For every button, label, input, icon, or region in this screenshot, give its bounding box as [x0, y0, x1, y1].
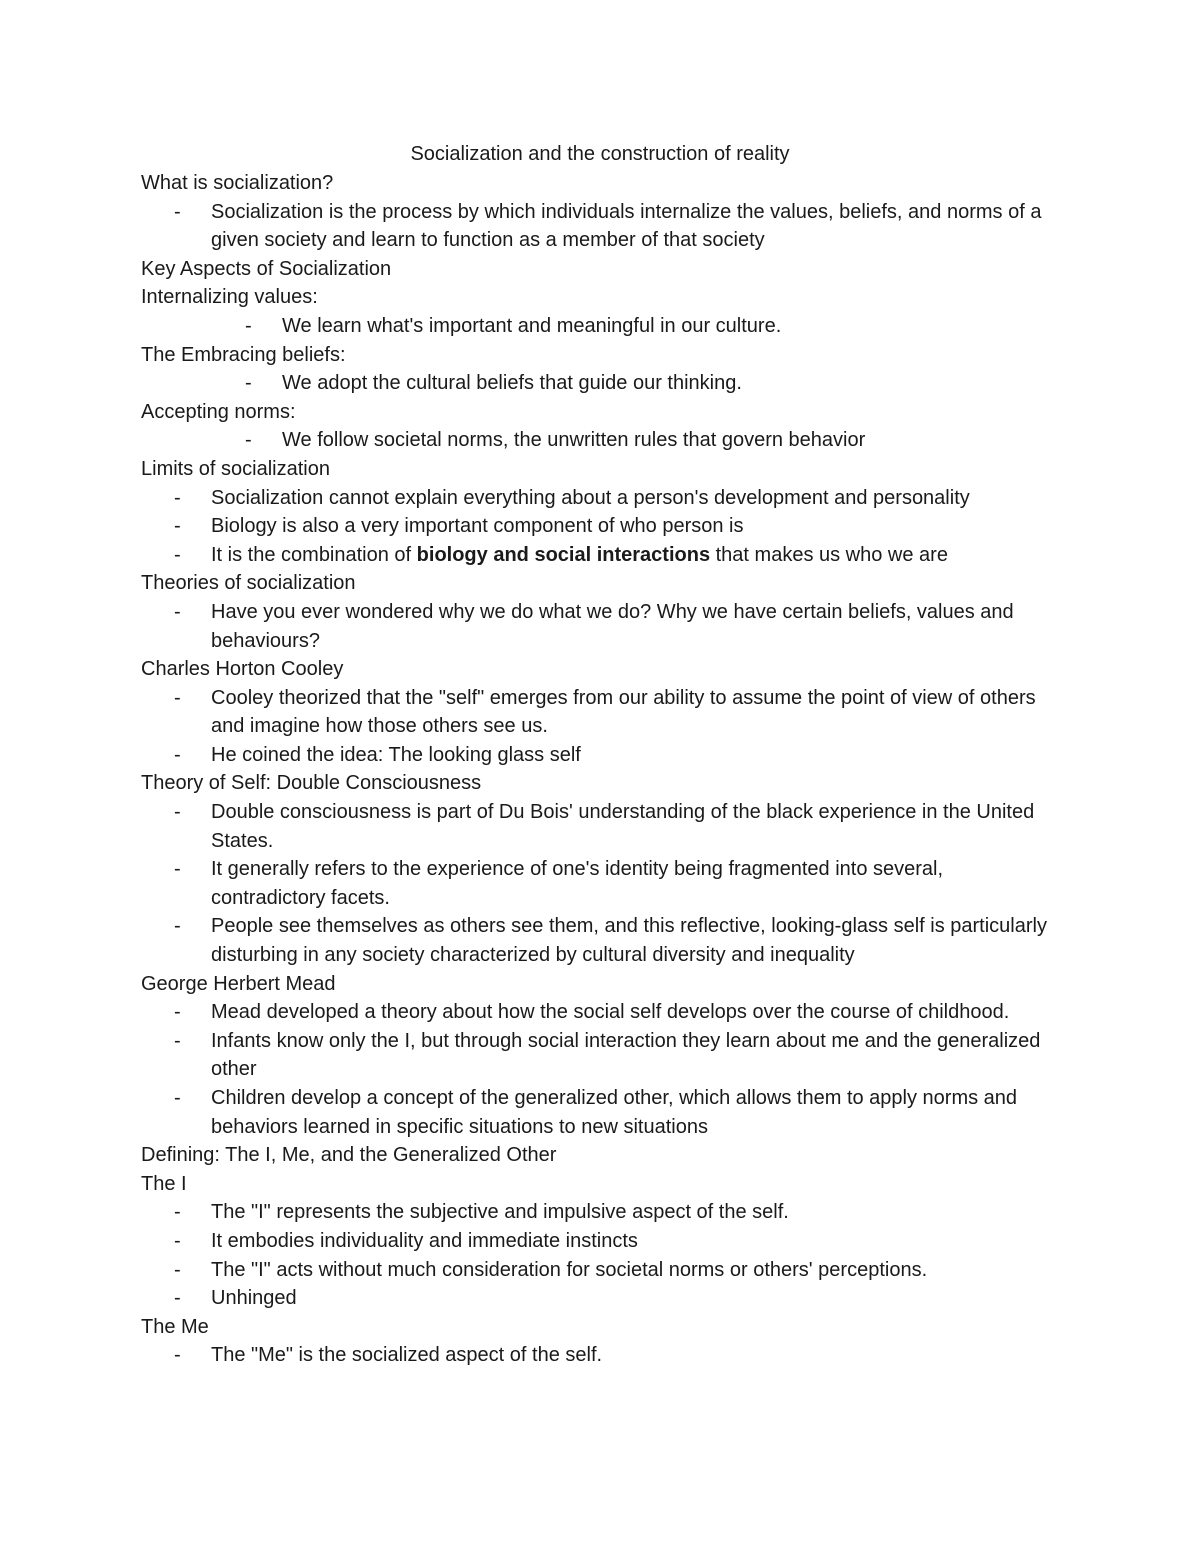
bullet-dash: - [174, 1201, 181, 1224]
bullet-item [141, 512, 1061, 541]
bullet-item [141, 1256, 1061, 1285]
bullet-text: The "Me" is the socialized aspect of the self. [211, 1344, 603, 1367]
sub-bullet-item [141, 312, 1061, 341]
bullet-text: Children develop a concept of the generalized other, which allows them to apply norms and behaviors learned in specific situations to new situations [211, 1087, 1018, 1138]
bullet-dash: - [174, 486, 181, 509]
section-heading: Limits of socialization [141, 457, 330, 480]
bullet-item [141, 855, 1061, 912]
bullet-text: The "I" represents the subjective and impulsive aspect of the self. [211, 1201, 789, 1224]
bullet-dash: - [174, 1344, 181, 1367]
bullet-text: Have you ever wondered why we do what we do? Why we have certain beliefs, values and behaviours? [211, 600, 1014, 652]
section-heading: What is socialization? [141, 172, 334, 194]
bullet-item [141, 741, 1061, 770]
document-body [141, 169, 1061, 1370]
section-heading: Theory of Self: Double Consciousness [141, 772, 482, 795]
bullet-text: that makes us who we are [710, 543, 948, 566]
bullet-dash: - [174, 1029, 181, 1052]
bullet-text: It generally refers to the experience of one's identity being fragmented into several, contradictory facets. [211, 858, 944, 909]
bold-text: biology and social interactions [416, 543, 711, 566]
bullet-text: Biology is also a very important component of who person is [211, 515, 744, 538]
bullet-dash: - [174, 1001, 181, 1024]
bullet-dash: - [174, 915, 181, 938]
section-heading: George Herbert Mead [141, 972, 336, 995]
bullet-text: Socialization cannot explain everything about a person's development and personality [211, 486, 970, 509]
bullet-item [141, 1084, 1061, 1141]
bullet-item [141, 1341, 1061, 1370]
bullet-item [141, 1198, 1061, 1227]
section-heading: The I [141, 1172, 187, 1195]
bullet-item [141, 998, 1061, 1027]
bullet-text: Socialization is the process by which individuals internalize the values, beliefs, and norms of a given society and learn to function as a member of that society [211, 200, 1042, 252]
section-heading: The Embracing beliefs: [141, 343, 346, 366]
sub-bullet-item [141, 369, 1061, 398]
bullet-dash: - [174, 600, 181, 623]
bullet-text: We follow societal norms, the unwritten rules that govern behavior [282, 429, 866, 452]
bullet-dash: - [174, 1258, 181, 1281]
bullet-dash: - [245, 372, 252, 395]
bullet-dash: - [174, 686, 181, 709]
bullet-dash: - [174, 1087, 181, 1109]
bullet-item [141, 1027, 1061, 1084]
bullet-dash: - [174, 515, 181, 538]
bullet-item [141, 541, 1061, 570]
bullet-text: Double consciousness is part of Du Bois' understanding of the black experience in the United States. [211, 801, 1035, 852]
bullet-dash: - [174, 858, 181, 881]
bullet-text: We adopt the cultural beliefs that guide our thinking. [282, 372, 742, 395]
bullet-item [141, 912, 1061, 969]
bullet-text: Infants know only the I, but through social interaction they learn about me and the generalized other [211, 1029, 1041, 1081]
section-heading: Theories of socialization [141, 572, 356, 595]
bullet-text: It embodies individuality and immediate instincts [211, 1229, 638, 1252]
bullet-item [141, 1227, 1061, 1256]
bullet-item [141, 198, 1061, 255]
bullet-item [141, 484, 1061, 513]
section-heading: Internalizing values: [141, 286, 318, 309]
bullet-text: It is the combination of [211, 543, 417, 566]
bullet-dash: - [174, 1287, 181, 1310]
bullet-item [141, 1284, 1061, 1313]
document-title: Socialization and the construction of reality [410, 143, 790, 165]
bullet-text: Mead developed a theory about how the social self develops over the course of childhood. [211, 1001, 1010, 1024]
bullet-dash: - [245, 429, 252, 452]
bullet-item [141, 684, 1061, 741]
bullet-item [141, 598, 1061, 655]
bullet-item [141, 798, 1061, 855]
bullet-dash: - [174, 200, 181, 223]
section-heading: The Me [141, 1315, 209, 1338]
bullet-text: We learn what's important and meaningful in our culture. [282, 314, 782, 337]
sub-bullet-item [141, 426, 1061, 455]
bullet-text: Cooley theorized that the "self" emerges from our ability to assume the point of view of others and imagine how those others see us. [211, 686, 1036, 738]
bullet-text: Unhinged [211, 1287, 297, 1310]
section-heading: Charles Horton Cooley [141, 658, 344, 681]
bullet-dash: - [174, 1229, 181, 1252]
section-heading: Accepting norms: [141, 400, 296, 423]
bullet-text: The "I" acts without much consideration for societal norms or others' perceptions. [211, 1258, 928, 1281]
bullet-dash: - [174, 743, 181, 766]
bullet-dash: - [174, 801, 181, 824]
bullet-dash: - [174, 543, 181, 566]
bullet-dash: - [245, 314, 252, 337]
section-heading: Defining: The I, Me, and the Generalized Other [141, 1144, 557, 1167]
bullet-text: He coined the idea: The looking glass self [211, 743, 581, 766]
section-heading: Key Aspects of Socialization [141, 257, 392, 280]
bullet-text: People see themselves as others see them, and this reflective, looking-glass self is particularly disturbing in any society characterized by cultural diversity and inequality [211, 915, 1047, 967]
